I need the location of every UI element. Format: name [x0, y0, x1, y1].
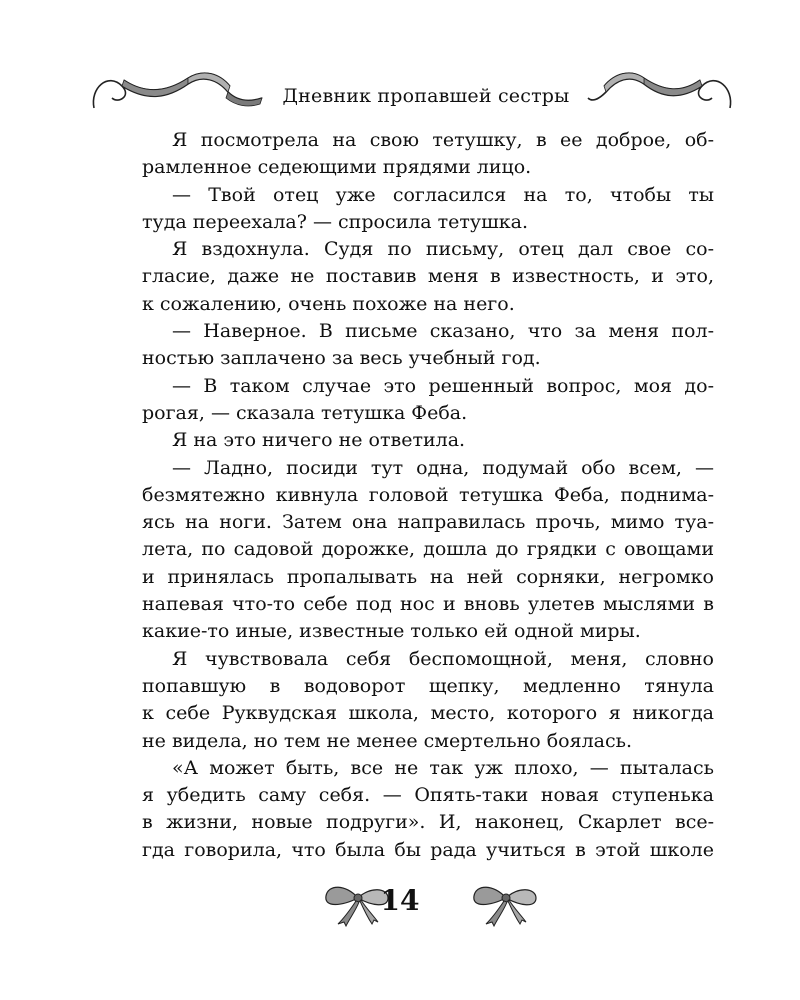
text-line: рогая, — сказала тетушка Феба. — [142, 401, 468, 424]
text-line: Я посмотрела на свою тетушку, в ее доброе, об- — [172, 129, 714, 151]
page-footer — [0, 878, 800, 928]
text-line: Я на это ничего не ответила. — [172, 429, 466, 452]
text-line: гда говорила, что была бы рада учиться в этой школе — [142, 838, 714, 861]
text-line: — Наверное. В письме сказано, что за меня пол- — [172, 320, 714, 343]
text-line: рамленное седеющими прядями лицо. — [142, 156, 532, 179]
text-line: напевая что-то себе под нос и вновь улетев мыслями в — [142, 593, 714, 616]
bow-ornament-right — [466, 878, 546, 928]
ribbon-ornament-right — [586, 58, 736, 118]
text-line: Я чувствовала себя беспомощной, меня, словно — [172, 647, 714, 670]
text-line: к себе Руквудская школа, место, которого я никогда — [142, 702, 714, 725]
text-line: «А может быть, все не так уж плохо, — пыталась — [172, 756, 714, 779]
text-line: и принялась пропалывать на ней сорняки, негромко — [142, 565, 714, 588]
body-text — [142, 127, 714, 864]
text-line: в жизни, новые подруги». И, наконец, Скарлет все- — [142, 811, 714, 834]
ribbon-ornament-left — [88, 58, 264, 118]
text-line: — Твой отец уже согласился на то, чтобы ты — [172, 183, 714, 206]
text-line: — В таком случае это решенный вопрос, моя до- — [172, 374, 714, 397]
text-line: не видела, но тем не менее смертельно боялась. — [142, 729, 633, 752]
text-line: я убедить саму себя. — Опять-таки новая ступенька — [142, 784, 714, 807]
page-number: 14 — [380, 884, 420, 917]
text-line: Я вздохнула. Судя по письму, отец дал свое со- — [172, 238, 714, 261]
text-line: лета, по садовой дорожке, дошла до грядки с овощами — [142, 538, 714, 561]
text-line: туда переехала? — спросила тетушка. — [142, 210, 529, 233]
text-line: ностью заплачено за весь учебный год. — [142, 347, 541, 370]
text-line: какие-то иные, известные только ей одной миры. — [142, 620, 641, 643]
text-line: попавшую в водоворот щепку, медленно тянула — [142, 674, 714, 697]
text-line: ясь на ноги. Затем она направилась прочь, мимо туа- — [142, 511, 714, 534]
text-line: гласие, даже не поставив меня в известность, и это, — [142, 265, 714, 288]
running-title: Дневник пропавшей сестры — [282, 85, 570, 107]
text-line: — Ладно, посиди тут одна, подумай обо всем, — — [172, 456, 714, 479]
text-line: к сожалению, очень похоже на него. — [142, 292, 515, 315]
text-line: безмятежно кивнула головой тетушка Феба, поднима- — [142, 483, 714, 506]
